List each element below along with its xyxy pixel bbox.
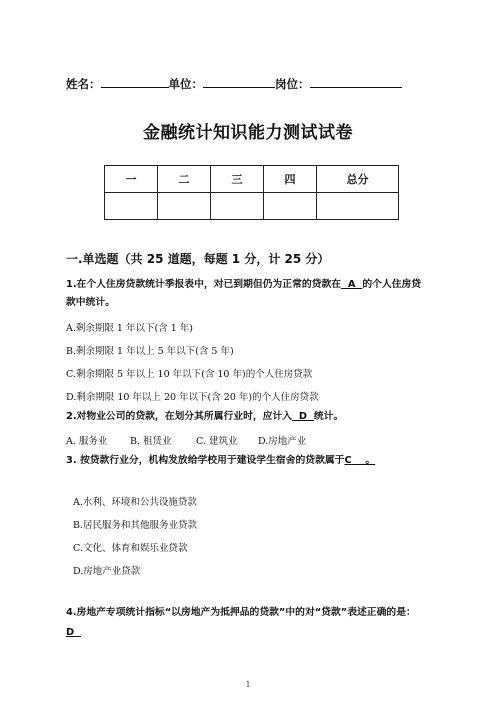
post-label: 岗位： xyxy=(275,77,310,91)
q1-option-b: B.剩余期限 1 年以上 5 年以下(含 5 年) xyxy=(66,346,234,357)
score-cell-total[interactable] xyxy=(317,193,399,220)
question-1-line1 xyxy=(66,276,421,293)
score-header-1: 一 xyxy=(105,166,158,193)
q1-option-c: C.剩余期限 5 年以上 10 年以下(含 10 年)的个人住房贷款 xyxy=(66,369,313,380)
question-4-answer: D xyxy=(66,627,75,638)
question-3 xyxy=(66,452,375,469)
question-2-tail: 统计。 xyxy=(313,411,344,422)
score-cell-4[interactable] xyxy=(264,193,317,220)
score-header-3: 三 xyxy=(211,166,264,193)
score-cell-1[interactable] xyxy=(105,193,158,220)
info-line xyxy=(66,76,402,92)
q2-option-d: D.房地产业 xyxy=(258,436,307,447)
score-value-row xyxy=(105,193,399,220)
question-3-answer: C 。 xyxy=(344,455,376,466)
question-1-line2: 款中统计。 xyxy=(66,297,115,308)
q3-option-a: A.水利、环境和公共设施贷款 xyxy=(73,497,197,508)
q2-option-c: C. 建筑业 xyxy=(196,436,238,447)
question-4-line1: 4.房地产专项统计指标“以房地产为抵押品的贷款”中的对“贷款”表述正确的是： xyxy=(66,607,416,618)
q2-option-a: A. 服务业 xyxy=(66,436,108,447)
post-blank[interactable] xyxy=(310,76,402,88)
section-heading: 一.单选题（共 25 道题，每题 1 分，计 25 分） xyxy=(66,252,330,266)
score-header-row xyxy=(105,166,399,193)
name-blank[interactable] xyxy=(101,76,169,88)
q2-option-b: B. 租赁业 xyxy=(130,436,172,447)
unit-blank[interactable] xyxy=(203,76,275,88)
question-2-answer: D xyxy=(298,411,308,422)
unit-label: 单位： xyxy=(168,77,203,91)
page-title: 金融统计知识能力测试试卷 xyxy=(143,123,353,143)
question-1-text: 1.在个人住房贷款统计季报表中，对已到期但仍为正常的贷款在 xyxy=(66,279,342,290)
name-label: 姓名： xyxy=(66,77,101,91)
question-1-tail: 的个人住房贷 xyxy=(362,279,422,290)
score-header-2: 二 xyxy=(158,166,211,193)
page-number: 1 xyxy=(245,680,251,689)
q1-option-d: D.剩余期限 10 年以上 20 年以下(含 20 年)的个人住房贷款 xyxy=(66,392,319,403)
score-table xyxy=(104,165,399,220)
question-3-text: 3. 按贷款行业分，机构发放给学校用于建设学生宿舍的贷款属于 xyxy=(66,455,345,466)
q3-option-d: D.房地产业贷款 xyxy=(73,566,141,577)
score-cell-2[interactable] xyxy=(158,193,211,220)
question-2-text: 2.对物业公司的贷款，在划分其所属行业时，应计入 xyxy=(66,411,293,422)
score-header-total: 总分 xyxy=(317,166,399,193)
score-header-4: 四 xyxy=(264,166,317,193)
question-2 xyxy=(66,408,343,425)
q3-option-b: B.居民服务和其他服务业贷款 xyxy=(73,520,198,531)
question-1-answer: A xyxy=(347,279,356,290)
q1-option-a: A.剩余期限 1 年以下(含 1 年) xyxy=(66,323,193,334)
q3-option-c: C.文化、体育和娱乐业贷款 xyxy=(73,543,188,554)
score-cell-3[interactable] xyxy=(211,193,264,220)
